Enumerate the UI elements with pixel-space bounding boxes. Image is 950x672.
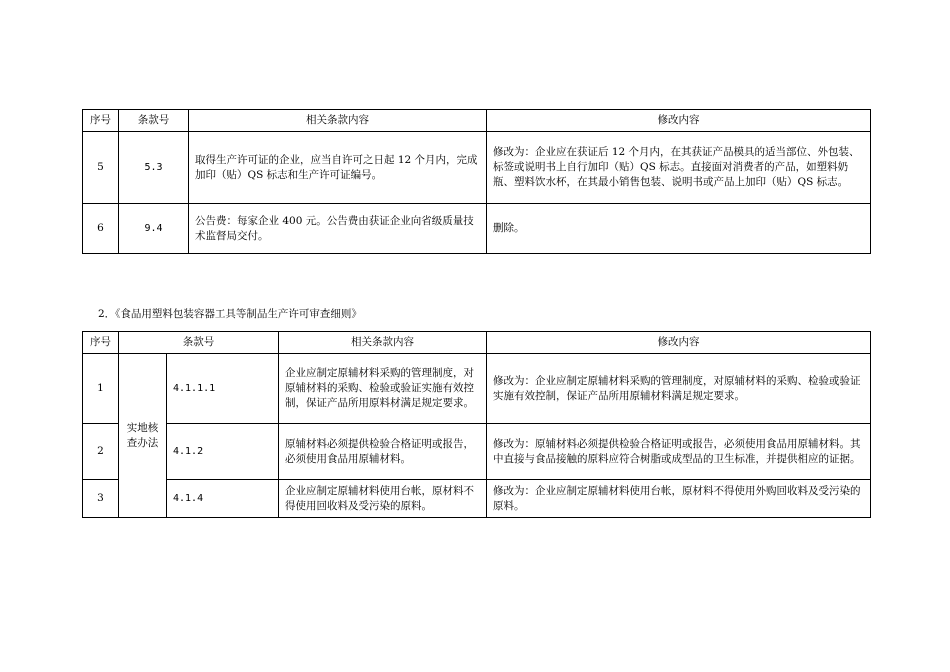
row-modification: 修改为：原辅材料必须提供检验合格证明或报告，必须使用食品用原辅材料。其中直接与食品接触的原料应符合树脂或成型品的卫生标准，并提供相应的证据。 [487, 424, 871, 480]
row-modification: 删除。 [487, 204, 871, 254]
row-clause: 4.1.2 [167, 424, 279, 480]
row-content: 公告费：每家企业 400 元。公告费由获证企业向省级质量技术监督局交付。 [189, 204, 487, 254]
header-modification: 修改内容 [487, 332, 871, 354]
header-no: 序号 [83, 110, 119, 132]
row-clause: 4.1.1.1 [167, 354, 279, 424]
header-content: 相关条款内容 [189, 110, 487, 132]
row-content: 企业应制定原辅材料使用台帐，原材料不得使用回收料及受污染的原料。 [279, 480, 487, 518]
group-label: 实地核查办法 [119, 354, 167, 518]
header-clause: 条款号 [119, 332, 279, 354]
row-modification: 修改为：企业应制定原辅材料使用台帐，原材料不得使用外购回收料及受污染的原料。 [487, 480, 871, 518]
clause-table-1 [82, 109, 871, 254]
table-row [83, 424, 871, 480]
row-content: 原辅材料必须提供检验合格证明或报告，必须使用食品用原辅材料。 [279, 424, 487, 480]
table-row [83, 480, 871, 518]
row-content: 取得生产许可证的企业，应当自许可之日起 12 个月内，完成加印（贴）QS 标志和生产许可证编号。 [189, 132, 487, 204]
section-caption: 2．《食品用塑料包装容器工具等制品生产许可审查细则》 [98, 308, 362, 320]
row-no: 5 [83, 132, 119, 204]
row-no: 2 [83, 424, 119, 480]
row-modification: 修改为：企业应制定原辅材料采购的管理制度，对原辅材料的采购、检验或验证实施有效控制，保证产品所用原辅材料满足规定要求。 [487, 354, 871, 424]
row-content: 企业应制定原辅材料采购的管理制度，对原辅材料的采购、检验或验证实施有效控制，保证产品所用原料材满足规定要求。 [279, 354, 487, 424]
header-clause: 条款号 [119, 110, 189, 132]
header-content: 相关条款内容 [279, 332, 487, 354]
row-clause: 5.3 [119, 132, 189, 204]
clause-table-2 [82, 331, 871, 518]
row-clause: 4.1.4 [167, 480, 279, 518]
table-row [83, 354, 871, 424]
header-modification: 修改内容 [487, 110, 871, 132]
header-no: 序号 [83, 332, 119, 354]
row-no: 6 [83, 204, 119, 254]
table-row [83, 204, 871, 254]
row-modification: 修改为：企业应在获证后 12 个月内，在其获证产品模具的适当部位、外包装、标签或说明书上自行加印（贴）QS 标志。直接面对消费者的产品，如塑料奶瓶、塑料饮水杯，在其最小销售包装、说明书或产品上加印（贴）QS 标志。 [487, 132, 871, 204]
table-row [83, 132, 871, 204]
row-no: 1 [83, 354, 119, 424]
row-no: 3 [83, 480, 119, 518]
row-clause: 9.4 [119, 204, 189, 254]
table-header-row [83, 110, 871, 132]
table-header-row [83, 332, 871, 354]
